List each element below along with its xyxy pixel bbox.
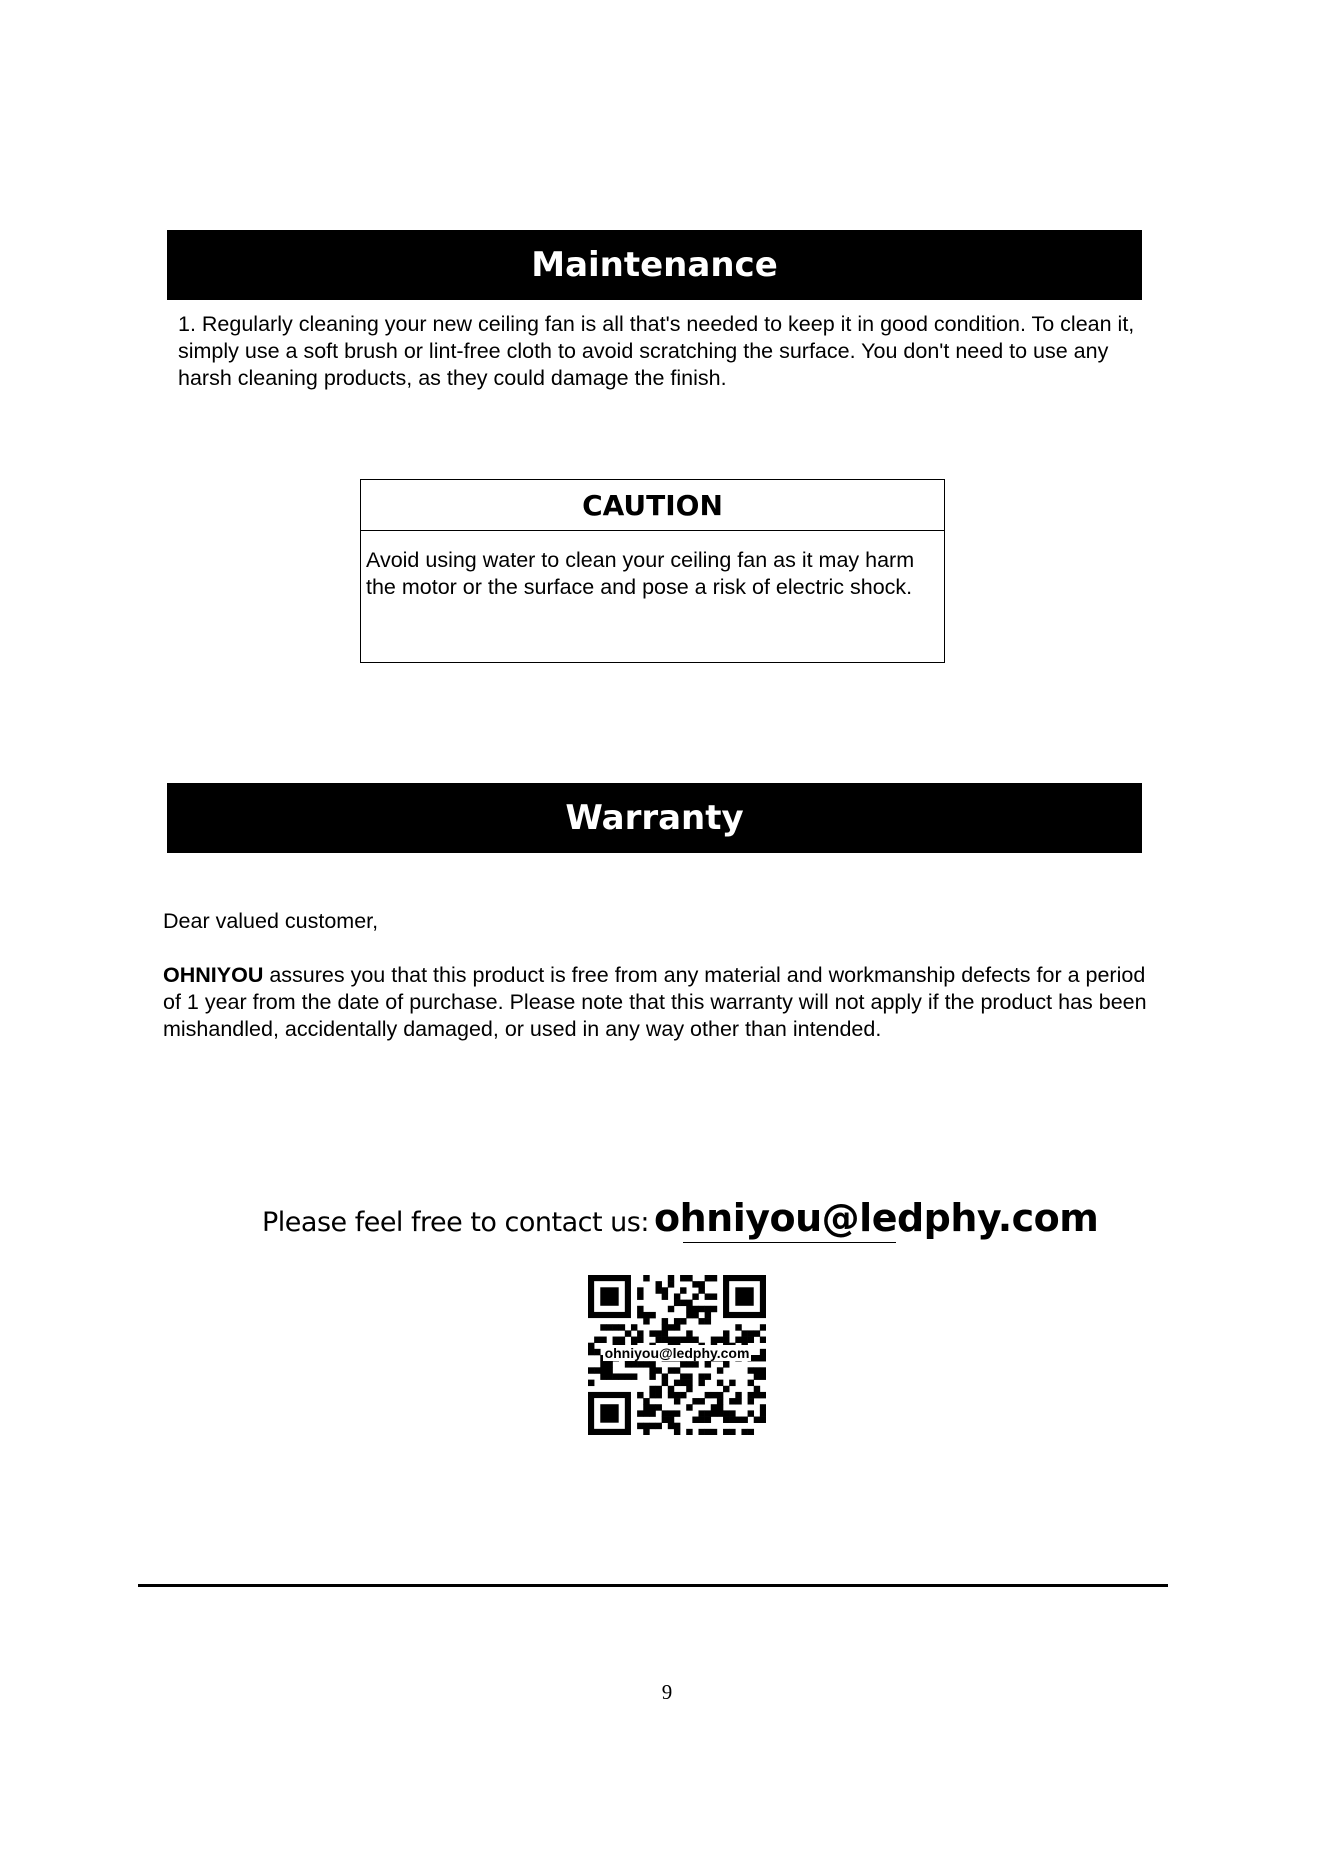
qr-code[interactable] <box>588 1275 766 1435</box>
maintenance-heading: Maintenance <box>167 230 1142 300</box>
page-number: 9 <box>661 1680 673 1704</box>
contact-label: Please feel free to contact us: <box>262 1207 649 1238</box>
caution-box <box>360 479 945 663</box>
contact-line <box>262 1196 1098 1240</box>
warranty-heading: Warranty <box>167 783 1142 853</box>
warranty-body: assures you that this product is free from any material and workmanship defects for a period of 1 year from the date of purchase. Please note that this warranty will not apply if the product has been mishandled, accidentally damaged, or used in any way other than intended. <box>163 963 1147 1041</box>
caution-text: Avoid using water to clean your ceiling fan as it may harm the motor or the surface and pose a risk of electric shock. <box>366 548 915 599</box>
footer-divider <box>138 1584 1168 1587</box>
qr-email-label: ohniyou@ledphy.com <box>604 1345 750 1361</box>
email-underline <box>683 1242 896 1243</box>
brand-name: OHNIYOU <box>163 963 264 987</box>
warranty-greeting: Dear valued customer, <box>163 909 379 933</box>
contact-email-link[interactable]: ohniyou@ledphy.com <box>654 1196 1099 1240</box>
warranty-text <box>163 962 1163 1043</box>
caution-title: CAUTION <box>361 480 944 531</box>
maintenance-text: 1. Regularly cleaning your new ceiling fan is all that's needed to keep it in good condition. To clean it, simply use a soft brush or lint-free cloth to avoid scratching the surface. You don't need to use any harsh cleaning products, as they could damage the finish. <box>178 312 1135 390</box>
